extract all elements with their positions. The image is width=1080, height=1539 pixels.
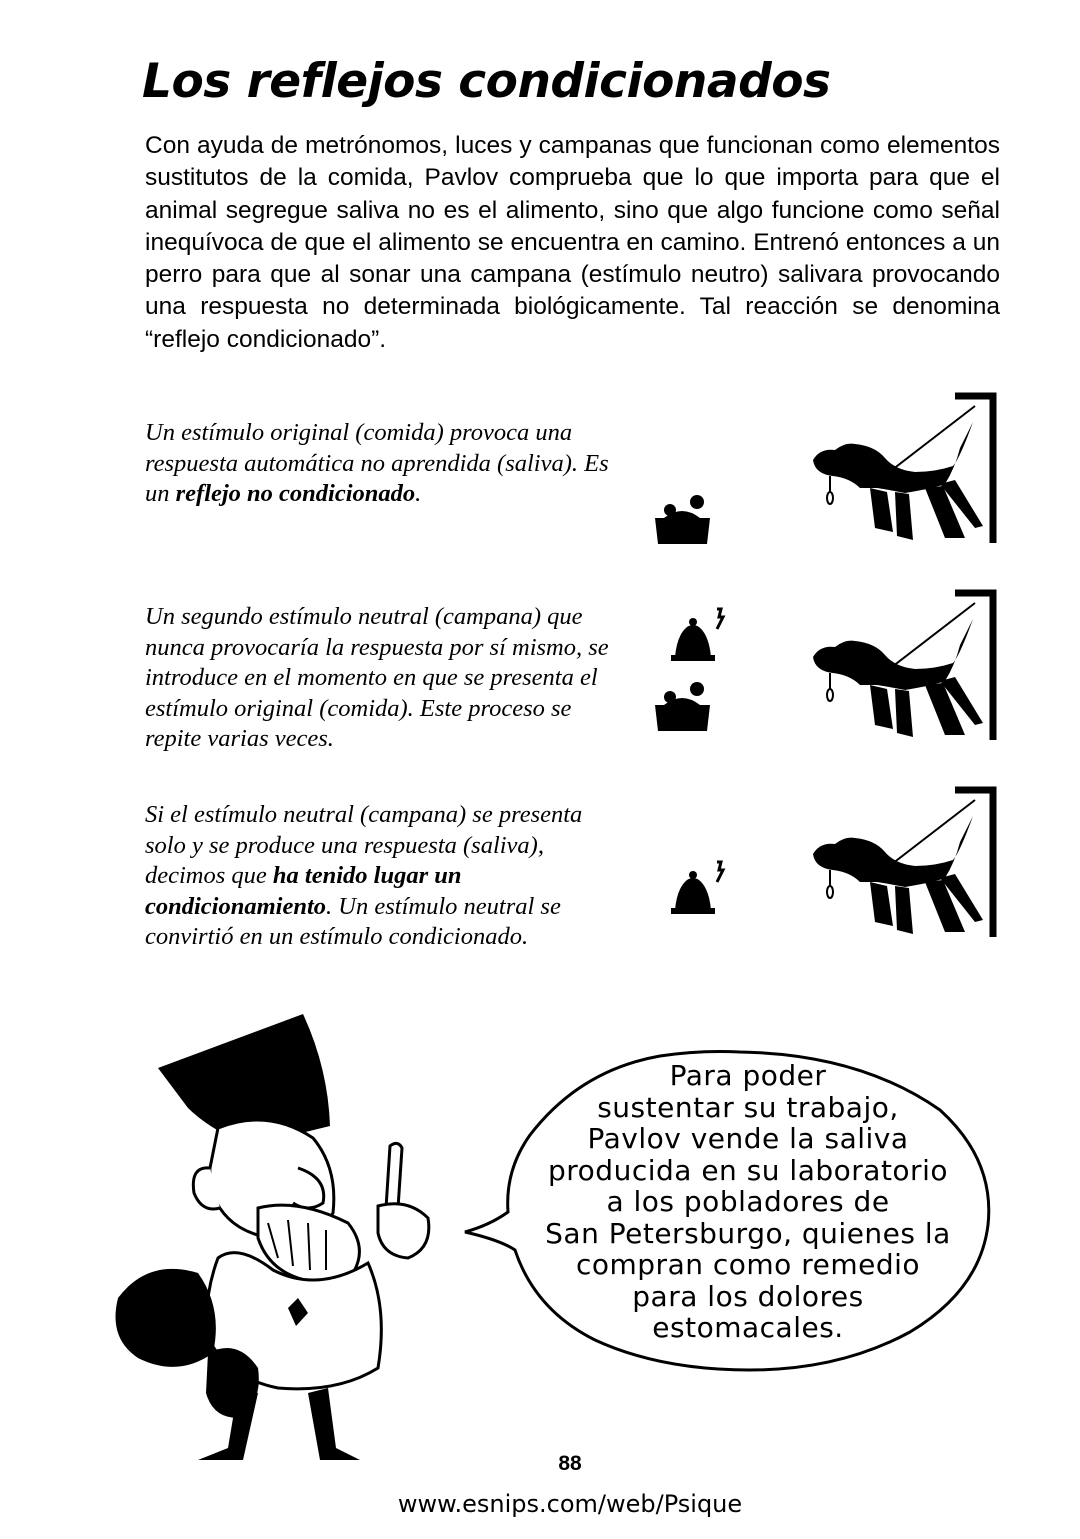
speech-line: para los dolores bbox=[632, 1279, 864, 1313]
speech-line: sustentar su trabajo, bbox=[597, 1090, 899, 1124]
food-bowl-icon bbox=[650, 488, 715, 548]
speech-line: compran como remedio bbox=[575, 1248, 921, 1281]
pavlov-caricature bbox=[98, 1008, 478, 1468]
step-1-text: Un estímulo original (comida) provoca una respuesta automática no aprendida (saliva). Es un reflejo no condicionado. bbox=[145, 419, 609, 507]
speech-line: Para poder bbox=[669, 1059, 827, 1092]
speech-line: a los pobladores de bbox=[606, 1185, 890, 1218]
food-bowl-icon bbox=[650, 675, 715, 735]
bell-icon bbox=[665, 605, 730, 665]
speech-line: estomacales. bbox=[652, 1311, 844, 1344]
intro-paragraph: Con ayuda de metrónomos, luces y campanas que funcionan como elementos sustitutos de la comida, Pavlov comprueba que lo que importa para que el animal segregue saliva no es el alimento, sino que algo funcione como señal inequívoca de que el alimento se encuentra en camino. Entrenó entonces a un perro para que al sonar una campana (estímulo neutro) salivara provocando una respuesta no determinada biológicamente. Tal reacción se denomina “reflejo condicionado”. bbox=[145, 132, 1000, 353]
dog-icon bbox=[805, 585, 1005, 745]
dog-icon bbox=[805, 782, 1005, 942]
footer-url: www.esnips.com/web/Psique bbox=[397, 1490, 743, 1518]
step-2-text: Un segundo estímulo neutral (campana) que nunca provocaría la respuesta por sí mismo, se introduce en el momento en que se presenta el estímulo original (comida). Este proceso se repite varias veces. bbox=[145, 603, 609, 752]
dog-icon bbox=[805, 388, 1005, 548]
bell-icon bbox=[665, 858, 730, 918]
speech-line: Pavlov vende la saliva bbox=[587, 1122, 909, 1155]
page-title: Los reflejos condicionados bbox=[142, 54, 831, 109]
speech-line: producida en su laboratorio bbox=[548, 1153, 948, 1187]
speech-text bbox=[508, 1060, 988, 1344]
speech-line: San Petersburgo, quienes la bbox=[545, 1216, 951, 1250]
page-number: 88 bbox=[558, 1452, 582, 1475]
step-3-text: Si el estímulo neutral (campana) se presenta solo y se produce una respuesta (saliva), decimos que ha tenido lugar un condicionamiento. Un estímulo neutral se convirtió en un estímulo condicionado. bbox=[145, 801, 583, 950]
